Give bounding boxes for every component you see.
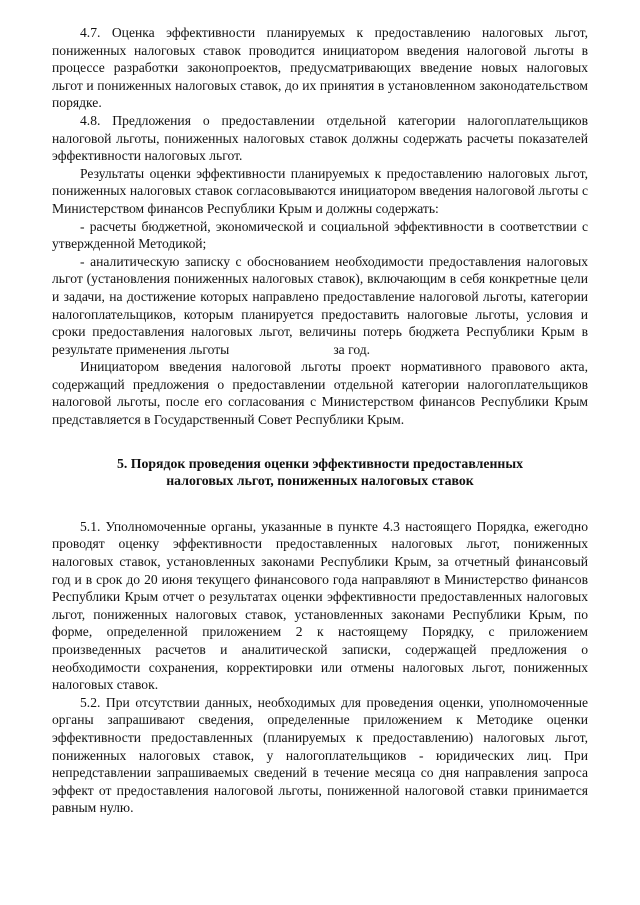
paragraph-5-1: 5.1. Уполномоченные органы, указанные в пункте 4.3 настоящего Порядка, ежегодно проводят оценку эффективности предоставленных налоговых льгот, пониженных налоговых ставок, установленных законами Республики Крым, за отчетный финансовый год и в срок до 20 июня текущего финансового года направляют в Министерство финансов Республики Крым отчет о результатах оценки эффективности предоставленных налоговых льгот, пониженных налоговых ставок, установленных законами Республики Крым, по форме, определенной приложением 2 к настоящему Порядку, с приложением произведенных расчетов и аналитической записки, содержащей предложения о необходимости сохранения, корректировки или отмены налоговых льгот, пониженных налоговых ставок.	[52, 518, 588, 693]
paragraph-results: Результаты оценки эффективности планируемых к предоставлению налоговых льгот, пониженных налоговых ставок согласовываются инициатором введения налоговой льготы с Министерством финансов Республики Крым и должны содержать:	[52, 165, 588, 216]
bullet-analytical-note-end: за год.	[333, 341, 371, 357]
document-page	[52, 24, 588, 817]
bullet-analytical-note	[52, 253, 588, 359]
paragraph-initiator: Инициатором введения налоговой льготы проект нормативного правового акта, содержащий предложения о предоставлении отдельной категории налогоплательщиков налоговой льготы, после его согласования с Министерством финансов Республики Крым представляется в Государственный Совет Республики Крым.	[52, 359, 588, 428]
bullet-analytical-note-text: - аналитическую записку с обоснованием необходимости предоставления налоговых льгот (установления пониженных налоговых ставок), включающим в себя конкретные цели и задачи, на достижение которых направлено предоставление налоговой льготы, категории налогоплательщиков, которым планируется предоставить налоговые льготы, условия и сроки предоставления налоговых льгот, величины потерь бюджета Республики Крым в результате применения льготы	[52, 253, 588, 357]
section-5-heading-line-1: 5. Порядок проведения оценки эффективности предоставленных	[116, 455, 524, 471]
section-5-heading-line-2: налоговых льгот, пониженных налоговых ставок	[166, 473, 474, 489]
bullet-calculations: - расчеты бюджетной, экономической и социальной эффективности в соответствии с утвержденной Методикой;	[52, 218, 588, 252]
paragraph-4-7: 4.7. Оценка эффективности планируемых к предоставлению налоговых льгот, пониженных налоговых ставок проводится инициатором введения налоговой льготы в процессе разработки законопроектов, предусматривающих введение новых налоговых льгот и пониженных налоговых ставок, до их принятия в установленном законодательством порядке.	[52, 25, 588, 111]
section-5-heading	[52, 455, 588, 490]
paragraph-5-2: 5.2. При отсутствии данных, необходимых для проведения оценки, уполномоченные органы запрашивают сведения, определенные приложением к Методике оценки эффективности предоставленных (планируемых к предоставлению) налоговых льгот, пониженных налоговых ставок, у налогоплательщиков - юридических лиц. При непредставлении запрашиваемых сведений в течение месяца со дня направления запроса эффект от предоставления налоговой льготы, пониженной налоговой ставки принимается равным нулю.	[52, 694, 588, 816]
paragraph-4-8: 4.8. Предложения о предоставлении отдельной категории налогоплательщиков налоговой льготы, пониженных налоговых ставок должны содержать расчеты показателей эффективности налоговых льгот.	[52, 112, 588, 164]
